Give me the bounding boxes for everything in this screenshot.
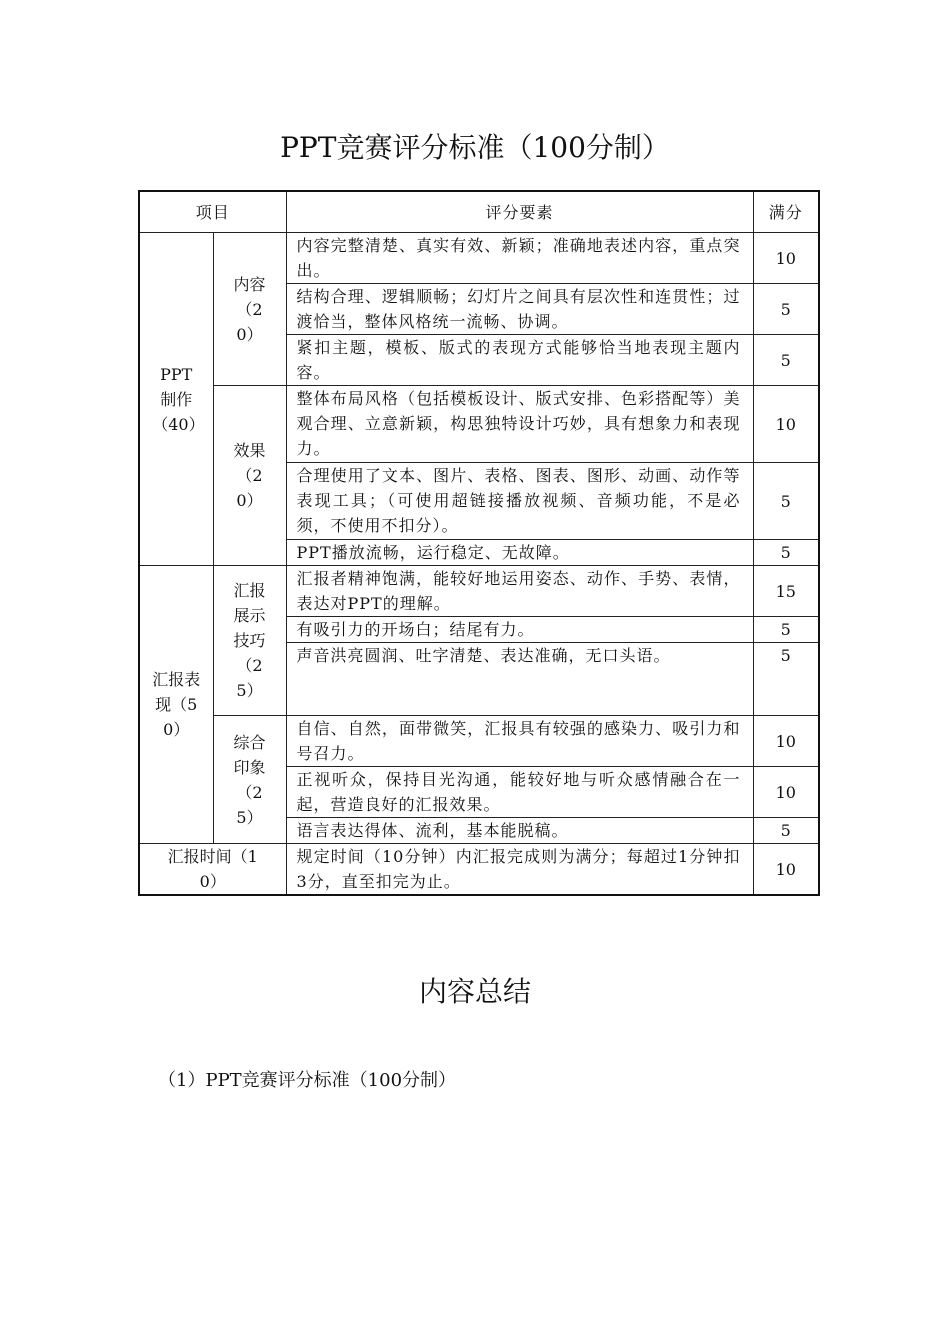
summary-heading: 内容总结 [418, 975, 531, 1008]
score-cell: 10 [753, 233, 819, 284]
score-cell: 5 [753, 643, 819, 716]
criteria-cell: 正视听众，保持目光沟通，能较好地与听众感情融合在一起，营造良好的汇报效果。 [286, 767, 753, 818]
score-cell: 10 [753, 716, 819, 767]
score-cell: 5 [753, 540, 819, 566]
header-project: 项目 [139, 191, 286, 233]
score-cell: 5 [753, 463, 819, 540]
header-criteria: 评分要素 [286, 191, 753, 233]
score-cell: 5 [753, 818, 819, 844]
criteria-cell: 内容完整清楚、真实有效、新颖；准确地表述内容，重点突出。 [286, 233, 753, 284]
score-cell: 10 [753, 386, 819, 463]
summary-item: （1）PPT竞赛评分标准（100分制） [158, 1070, 457, 1091]
criteria-cell: 规定时间（10分钟）内汇报完成则为满分；每超过1分钟扣3分，直至扣完为止。 [286, 844, 753, 896]
subcategory-label: 汇报展示技巧（25） [233, 581, 266, 700]
category-label: 汇报表现（50） [152, 670, 201, 739]
criteria-cell: 汇报者精神饱满，能较好地运用姿态、动作、手势、表情，表达对PPT的理解。 [286, 566, 753, 617]
criteria-cell: 有吸引力的开场白；结尾有力。 [286, 617, 753, 643]
header-full-score: 满分 [753, 191, 819, 233]
table-row [139, 844, 819, 896]
category-label: 汇报时间（10） [167, 847, 258, 891]
criteria-cell: 语言表达得体、流利，基本能脱稿。 [286, 818, 753, 844]
score-cell: 10 [753, 844, 819, 896]
score-cell: 15 [753, 566, 819, 617]
criteria-cell: 结构合理、逻辑顺畅；幻灯片之间具有层次性和连贯性；过渡恰当，整体风格统一流畅、协调。 [286, 284, 753, 335]
subcategory-label: 综合印象（25） [233, 732, 266, 827]
table-row [139, 566, 819, 617]
subcategory-label: 内容（20） [233, 274, 266, 344]
criteria-cell: 紧扣主题，模板、版式的表现方式能够恰当地表现主题内容。 [286, 335, 753, 386]
category-ppt-production [139, 233, 213, 566]
category-report-time [139, 844, 286, 896]
score-cell: 5 [753, 335, 819, 386]
score-cell: 10 [753, 767, 819, 818]
table-row [139, 716, 819, 767]
criteria-cell: 声音洪亮圆润、吐字清楚、表达准确，无口头语。 [286, 643, 753, 716]
criteria-cell: PPT播放流畅，运行稳定、无故障。 [286, 540, 753, 566]
score-cell: 5 [753, 617, 819, 643]
subcategory-presentation-skill [213, 566, 286, 716]
subcategory-content [213, 233, 286, 386]
category-report-performance [139, 566, 213, 844]
criteria-cell: 合理使用了文本、图片、表格、图表、图形、动画、动作等表现工具；（可使用超链接播放视频、音频功能，不是必须，不使用不扣分）。 [286, 463, 753, 540]
subcategory-overall-impression [213, 716, 286, 844]
criteria-cell: 自信、自然，面带微笑，汇报具有较强的感染力、吸引力和号召力。 [286, 716, 753, 767]
table-header-row [139, 191, 819, 233]
criteria-cell: 整体布局风格（包括模板设计、版式安排、色彩搭配等）美观合理、立意新颖，构思独特设计巧妙，具有想象力和表现力。 [286, 386, 753, 463]
table-row [139, 233, 819, 284]
score-cell: 5 [753, 284, 819, 335]
category-label: PPT制作（40） [152, 364, 205, 434]
table-row [139, 386, 819, 463]
subcategory-effect [213, 386, 286, 566]
subcategory-label: 效果（20） [233, 441, 266, 510]
page-title: PPT竞赛评分标准（100分制） [280, 131, 670, 164]
scoring-table [138, 190, 820, 896]
